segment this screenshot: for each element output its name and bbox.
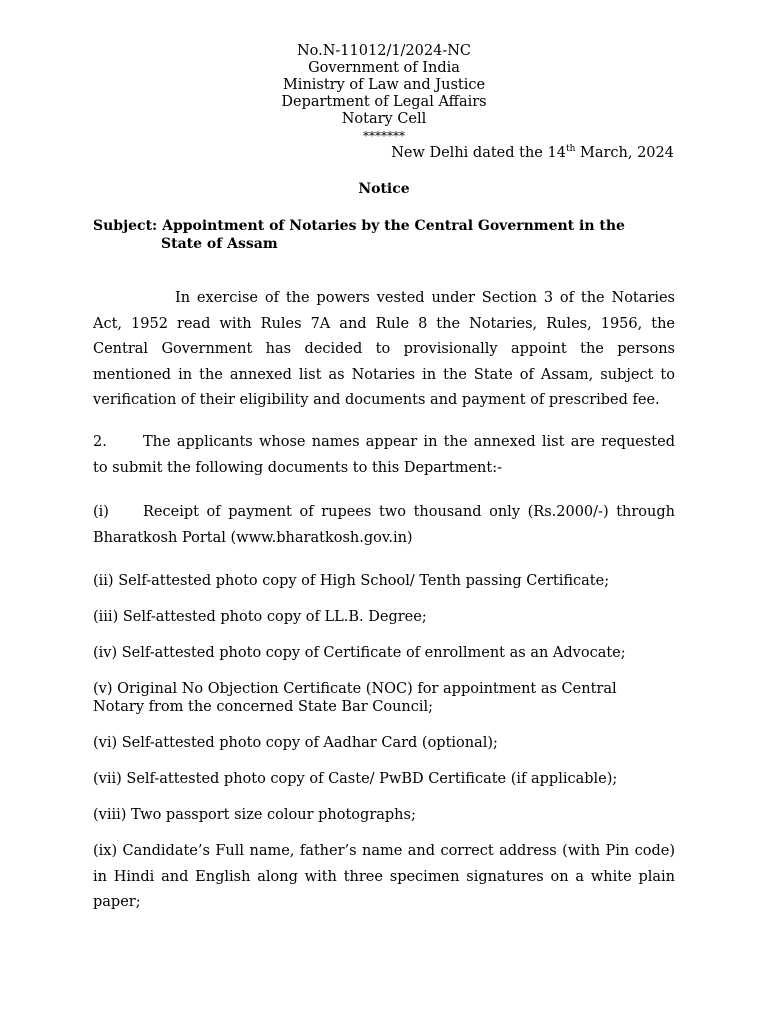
dateline-suffix: March, 2024 bbox=[575, 145, 674, 161]
paragraph-2 bbox=[93, 430, 675, 481]
notice-title: Notice bbox=[358, 181, 410, 197]
file-number: No.N-11012/1/2024-NC bbox=[296, 43, 472, 59]
dateline bbox=[391, 145, 674, 161]
list-item-i bbox=[93, 500, 675, 551]
department-line: Department of Legal Affairs bbox=[281, 94, 487, 110]
paragraph-1 bbox=[93, 286, 675, 414]
list-item-iii: (iii) Self-attested photo copy of LL.B. Degree; bbox=[93, 609, 427, 625]
list-item-ix: (ix) Candidate’s Full name, father’s name and correct address (with Pin code) in Hindi and English along with three specimen signatures on a white plain paper; bbox=[93, 843, 675, 910]
list-item-iv: (iv) Self-attested photo copy of Certificate of enrollment as an Advocate; bbox=[93, 645, 626, 661]
paragraph-2-number: 2. bbox=[93, 434, 107, 450]
cell-line: Notary Cell bbox=[341, 111, 427, 127]
dateline-prefix: New Delhi dated the 14 bbox=[391, 145, 566, 161]
list-item-v-line-2: Notary from the concerned State Bar Council; bbox=[93, 699, 434, 715]
ministry-line: Ministry of Law and Justice bbox=[282, 77, 486, 93]
list-item-vi: (vi) Self-attested photo copy of Aadhar Card (optional); bbox=[93, 735, 498, 751]
subject-line-2: State of Assam bbox=[161, 236, 278, 252]
header-separator: ******* bbox=[363, 129, 405, 143]
subject-block bbox=[93, 217, 683, 253]
dateline-ordinal: th bbox=[565, 144, 576, 155]
government-line: Government of India bbox=[308, 60, 460, 76]
paragraph-1-text: In exercise of the powers vested under Section 3 of the Notaries Act, 1952 read with Rules 7A and Rule 8 the Notaries, Rules, 1956, the Central Government has decided to provisionally appoint the persons mentioned in the annexed list as Notaries in the State of Assam, subject to verification of their eligibility and documents and payment of prescribed fee. bbox=[93, 290, 675, 408]
subject-line-1: Subject: Appointment of Notaries by the Central Government in the bbox=[93, 218, 625, 234]
list-item-v-line-1: (v) Original No Objection Certificate (NOC) for appointment as Central bbox=[93, 681, 617, 697]
list-item-viii: (viii) Two passport size colour photographs; bbox=[93, 807, 416, 823]
list-item-ii: (ii) Self-attested photo copy of High School/ Tenth passing Certificate; bbox=[93, 573, 610, 589]
list-item-v bbox=[93, 680, 675, 716]
paragraph-2-text: The applicants whose names appear in the annexed list are requested to submit the following documents to this Department:- bbox=[93, 434, 675, 476]
list-item-vii: (vii) Self-attested photo copy of Caste/ PwBD Certificate (if applicable); bbox=[93, 771, 618, 787]
list-item-i-number: (i) bbox=[93, 504, 109, 520]
list-item-i-text: Receipt of payment of rupees two thousand only (Rs.2000/-) through Bharatkosh Portal (www.bharatkosh.gov.in) bbox=[93, 504, 675, 546]
